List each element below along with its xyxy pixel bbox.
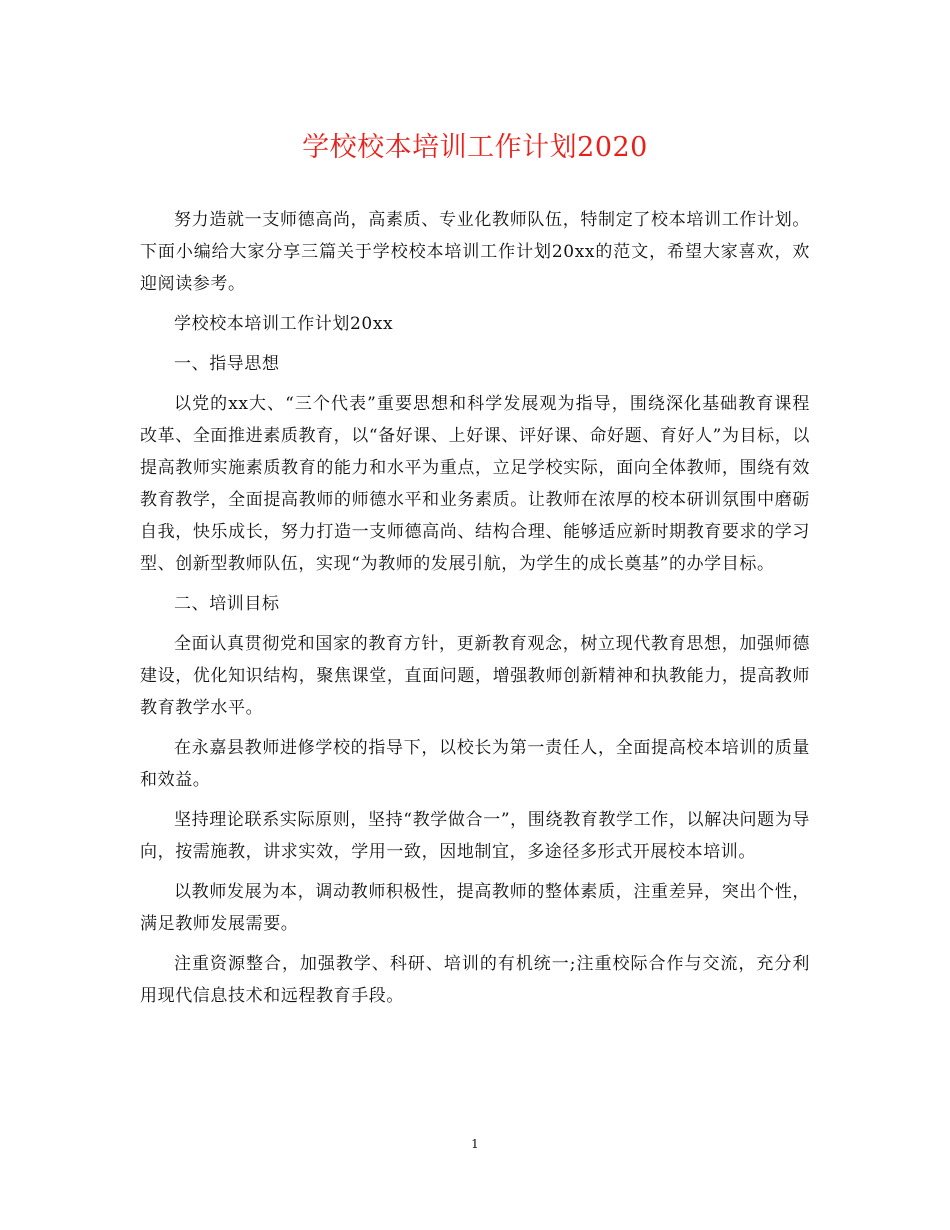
paragraph-goals-4: 以教师发展为本，调动教师积极性，提高教师的整体素质，注重差异，突出个性，满足教师发展需要。 (140, 882, 810, 934)
paragraph-goals-5: 注重资源整合，加强教学、科研、培训的有机统一;注重校际合作与交流，充分利用现代信息技术和远程教育手段。 (140, 954, 810, 1006)
section-heading-guiding-ideology: 一、指导思想 (174, 354, 280, 374)
document-body (140, 204, 810, 1020)
paragraph-subtitle: 学校校本培训工作计划20xx (174, 314, 394, 334)
page-number: 1 (471, 1137, 479, 1151)
paragraph-intro: 努力造就一支师德高尚，高素质、专业化教师队伍，特制定了校本培训工作计划。下面小编给大家分享三篇关于学校校本培训工作计划20xx的范文，希望大家喜欢，欢迎阅读参考。 (140, 210, 810, 294)
paragraph-goals-1: 全面认真贯彻党和国家的教育方针，更新教育观念，树立现代教育思想，加强师德建设，优化知识结构，聚焦课堂，直面问题，增强教师创新精神和执教能力，提高教师教育教学水平。 (140, 634, 810, 718)
section-heading-training-goals: 二、培训目标 (174, 594, 280, 614)
paragraph-goals-3: 坚持理论联系实际原则，坚持“教学做合一”，围绕教育教学工作，以解决问题为导向，按需施教，讲求实效，学用一致，因地制宜，多途径多形式开展校本培训。 (140, 810, 810, 862)
paragraph-guiding-ideology: 以党的xx大、“三个代表”重要思想和科学发展观为指导，围绕深化基础教育课程改革、全面推进素质教育，以“备好课、上好课、评好课、命好题、育好人”为目标，以提高教师实施素质教育的能力和水平为重点，立足学校实际，面向全体教师，围绕有效教育教学，全面提高教师的师德水平和业务素质。让教师在浓厚的校本研训氛围中磨砺自我，快乐成长，努力打造一支师德高尚、结构合理、能够适应新时期教育要求的学习型、创新型教师队伍，实现“为教师的发展引航，为学生的成长奠基”的办学目标。 (140, 394, 810, 574)
paragraph-goals-2: 在永嘉县教师进修学校的指导下，以校长为第一责任人，全面提高校本培训的质量和效益。 (140, 738, 810, 790)
document-title: 学校校本培训工作计划2020 (302, 132, 648, 163)
